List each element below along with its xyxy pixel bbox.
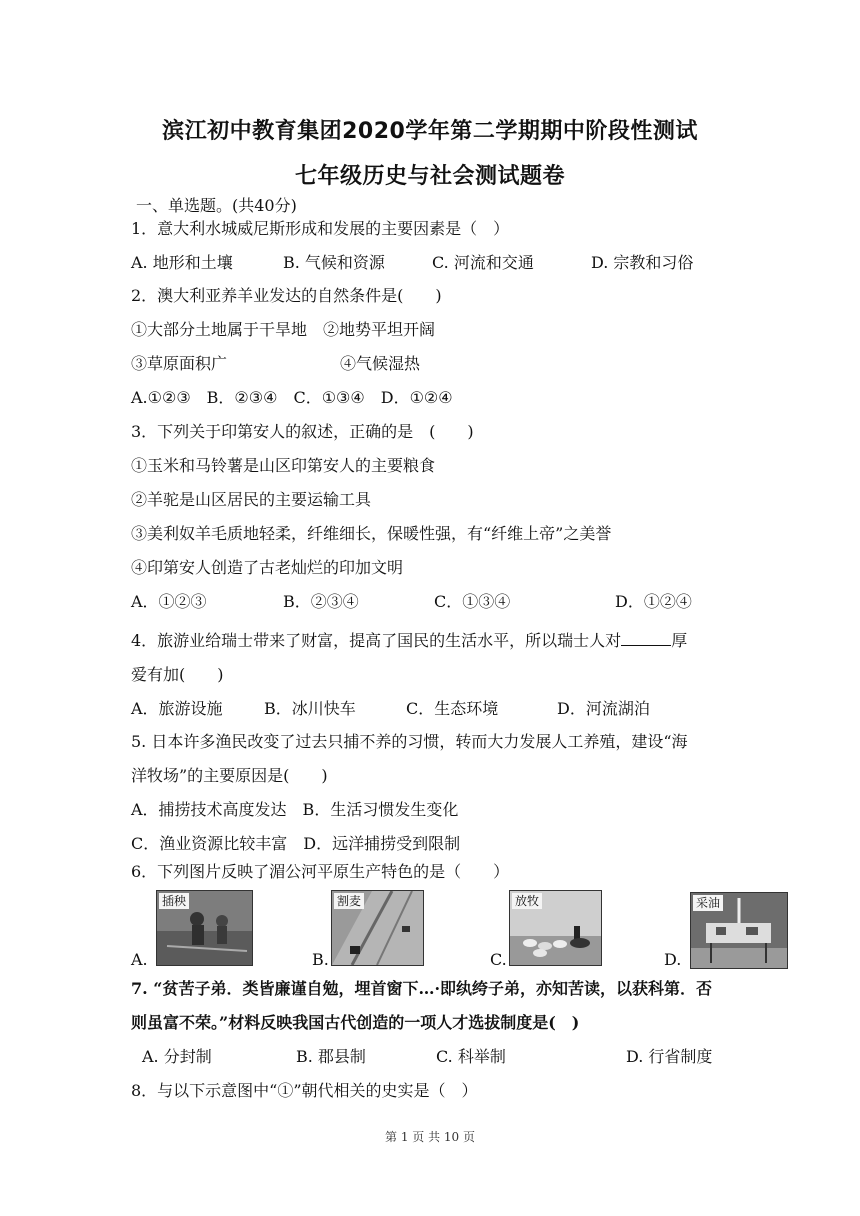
exam-subtitle: 七年级历史与社会测试题卷	[294, 164, 565, 189]
oil-platform-photo	[690, 892, 788, 969]
question-5-options-line: C．渔业资源比较丰富 D．远洋捕捞受到限制	[131, 834, 461, 853]
question-1-stem: 1．意大利水城威尼斯形成和发展的主要因素是（ ）	[131, 219, 510, 238]
question-4-stem	[131, 631, 687, 651]
question-7-option-c: C. 科举制	[436, 1047, 506, 1066]
question-6-option-a-letter: A.	[131, 950, 148, 969]
question-2-stem: 2．澳大利亚养羊业发达的自然条件是( )	[131, 286, 442, 305]
herding-photo	[509, 890, 602, 966]
question-4-option-c: C．生态环境	[406, 699, 499, 718]
photo-caption: 割麦	[334, 893, 364, 909]
question-4-stem-tail: 厚	[671, 631, 688, 650]
question-4-stem-text: 4．旅游业给瑞士带来了财富，提高了国民的生活水平，所以瑞士人对	[131, 631, 622, 650]
question-3-option-a: A．①②③	[131, 592, 207, 611]
question-7-stem-continued: 则虽富不荣。”材料反映我国古代创造的一项人才选拔制度是( )	[131, 1013, 580, 1032]
question-3-option-c: C．①③④	[434, 592, 511, 611]
question-3-statement-line: ①玉米和马铃薯是山区印第安人的主要粮食	[131, 456, 436, 475]
rice-planting-photo	[156, 890, 253, 966]
question-2-options: A.①②③ B．②③④ C．①③④ D．①②④	[131, 388, 453, 407]
question-6-option-c-letter: C.	[490, 950, 507, 969]
section-heading: 一、单选题。(共40分)	[136, 196, 297, 215]
question-3-statement-line: ④印第安人创造了古老灿烂的印加文明	[131, 558, 404, 577]
question-2-statement-line: ③草原面积广	[131, 354, 228, 373]
photo-caption: 放牧	[512, 893, 542, 909]
question-5-stem-continued: 洋牧场”的主要原因是( )	[131, 766, 328, 785]
question-3-stem: 3．下列关于印第安人的叙述，正确的是 ( )	[131, 422, 474, 441]
question-6-option-b-letter: B.	[312, 950, 329, 969]
photo-caption: 采油	[693, 895, 723, 911]
question-1-option-a: A. 地形和土壤	[131, 253, 233, 272]
question-6-option-d-letter: D.	[664, 950, 682, 969]
question-5-stem: 5. 日本许多渔民改变了过去只捕不养的习惯，转而大力发展人工养殖，建设“海	[131, 732, 688, 751]
question-1-option-b: B. 气候和资源	[283, 253, 385, 272]
question-1-option-c: C. 河流和交通	[432, 253, 534, 272]
question-7-option-d: D. 行省制度	[626, 1047, 713, 1066]
question-2-statement-line: ④气候湿热	[340, 354, 421, 373]
question-4-option-d: D．河流湖泊	[557, 699, 650, 718]
question-4-stem-continued: 爱有加( )	[131, 665, 224, 684]
question-7-option-a: A. 分封制	[142, 1047, 212, 1066]
question-3-option-d: D．①②④	[615, 592, 692, 611]
answer-blank	[621, 631, 671, 646]
question-2-statement-line: ①大部分土地属于干旱地 ②地势平坦开阔	[131, 320, 436, 339]
exam-title: 滨江初中教育集团2020学年第二学期期中阶段性测试	[162, 119, 698, 144]
question-6-stem: 6．下列图片反映了湄公河平原生产特色的是（ ）	[131, 862, 510, 881]
question-3-statement-line: ③美利奴羊毛质地轻柔，纤维细长，保暖性强，有“纤维上帝”之美誉	[131, 524, 612, 543]
question-3-statement-line: ②羊驼是山区居民的主要运输工具	[131, 490, 372, 509]
question-5-options-line: A．捕捞技术高度发达 B．生活习惯发生变化	[131, 800, 459, 819]
question-7-stem: 7. “贫苦子弟．类皆廉谨自勉，埋首窗下…·即纨绔子弟，亦知苦读，以获科第．否	[131, 979, 713, 998]
question-4-option-a: A．旅游设施	[131, 699, 223, 718]
wheat-harvest-photo	[331, 890, 424, 966]
page-footer: 第 1 页 共 10 页	[385, 1130, 475, 1144]
question-1-option-d: D. 宗教和习俗	[591, 253, 694, 272]
question-8-stem: 8．与以下示意图中“①”朝代相关的史实是（ ）	[131, 1081, 478, 1100]
question-3-option-b: B．②③④	[283, 592, 359, 611]
question-4-option-b: B．冰川快车	[264, 699, 356, 718]
question-7-option-b: B. 郡县制	[296, 1047, 366, 1066]
photo-caption: 插秧	[159, 893, 189, 909]
